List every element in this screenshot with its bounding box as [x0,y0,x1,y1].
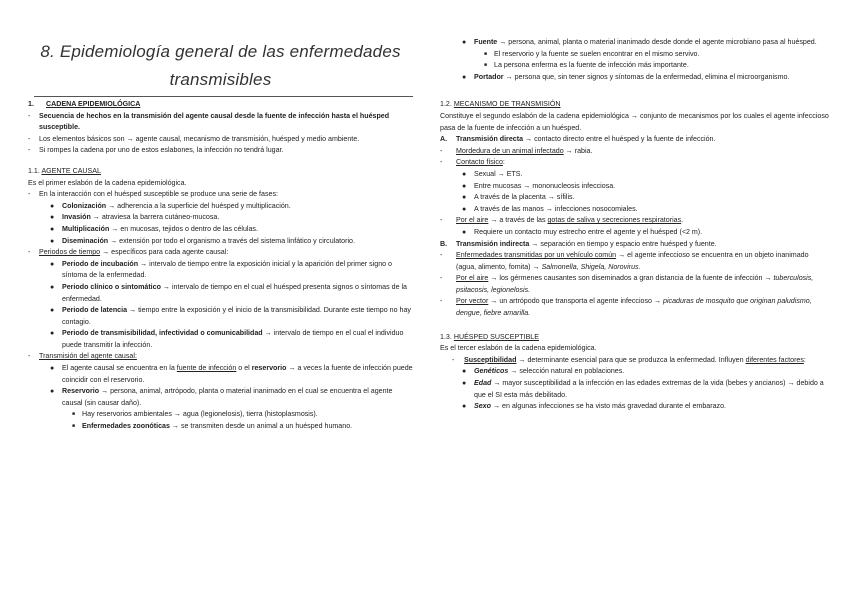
list-item: ● Periodo de incubación → intervalo de tiempo entre la exposición inicial y la aparición del primer signo o síntoma de la enfermedad. [50,259,393,280]
list-item: - Mordedura de un animal infectado → rabia. [440,146,593,155]
list-item: - Contacto físico: [440,158,505,167]
list-item: A. Transmisión directa → contacto directo entre el huésped y la fuente de infección. [440,135,716,144]
list-item: ● Sexo → en algunas infecciones se ha visto más gravedad durante el embarazo. [462,402,726,411]
list-item: - Por el aire → a través de las gotas de saliva y secreciones respiratorias. [440,216,684,225]
section-intro: Constituye el segundo eslabón de la cadena epidemiológica → conjunto de mecanismos por los cuales el agente infeccioso pasa de la fuente de infección a un huésped. [440,111,829,132]
title-divider [34,96,413,97]
list-item: ● Requiere un contacto muy estrecho entre el agente y el huésped (<2 m). [462,227,703,236]
list-item: ● Multiplicación → en mucosas, tejidos o dentro de las células. [50,224,258,233]
list-item: - En la interacción con el huésped susceptible se produce una serie de fases: [28,190,278,199]
list-item: ● A través de las manos → infecciones nosocomiales. [462,204,638,213]
list-item: ● Invasión → atraviesa la barrera cutáneo-mucosa. [50,213,220,222]
list-item: ● Entre mucosas → mononucleosis infecciosa. [462,181,616,190]
list-item: ■ Hay reservorios ambientales → agua (legionelosis), tierra (histoplasmosis). [72,410,318,419]
page-title [28,38,413,94]
list-item: ● Periodo clínico o sintomático → intervalo de tiempo en el cual el huésped presenta signos o síntomas de la enfermedad. [50,282,408,303]
list-item: ■ La persona enferma es la fuente de infección más importante. [484,61,689,70]
list-item: ● Edad → mayor susceptibilidad a la infección en las edades extremas de la vida (bebes y ancianos) → debido a que el SI esta más debilitado. [462,379,824,399]
section-1-3-heading: 1.3. HUÉSPED SUSCEPTIBLE [440,332,539,341]
list-item: - Secuencia de hechos en la transmisión del agente causal desde la fuente de infección hasta el huésped susceptible. [28,111,390,132]
left-column [28,0,413,433]
title-line-2: transmisibles [169,70,272,89]
list-item: - Enfermedades transmitidas por un vehículo común → el agente infeccioso se encuentra en un objeto inanimado (agua, alimento, fomita) → Salmonella, Shigela, Norovirus. [440,251,809,271]
section-intro: Es el primer eslabón de la cadena epidemiológica. [28,178,187,187]
list-item: ● Periodo de transmisibilidad, infectividad o comunicabilidad → intervalo de tiempo en el cual el individuo puede transmitir la infección. [50,329,404,349]
right-column [440,37,830,413]
title-line-1: 8. Epidemiología general de las enfermedades [40,42,401,61]
section-1-2-heading: 1.2. MECANISMO DE TRANSMISIÓN [440,100,561,109]
list-item: B. Transmisión indirecta → separación en tiempo y espacio entre huésped y fuente. [440,239,717,248]
list-item: - Por el aire → los gérmenes causantes son diseminados a gran distancia de la fuente de infección → tuberculosis, psitacosis, legionelosis. [440,274,814,294]
list-item: ● Sexual → ETS. [462,169,523,178]
list-item: - Susceptibilidad → determinante esencial para que se produzca la enfermedad. Influyen diferentes factores: [452,355,806,364]
list-item: ■ El reservorio y la fuente se suelen encontrar en el mismo servivo. [484,49,700,58]
list-item: ● Fuente → persona, animal, planta o material inanimado desde donde el agente microbiano pasa al huésped. [462,38,817,46]
section-1-heading: 1. CADENA EPIDEMIOLÓGICA [28,100,141,108]
list-item: - Por vector → un artrópodo que transporta el agente infeccioso → picaduras de mosquito que originan paludismo, dengue, fiebre amarilla. [440,297,812,318]
list-item: - Periodos de tiempo → específicos para cada agente causal: [28,248,229,257]
section-1-1-heading: 1.1. AGENTE CAUSAL [28,166,101,175]
list-item: - Transmisión del agente causal: [28,352,137,361]
list-item: ● Reservorio → persona, animal, artrópodo, planta o material inanimado en el cual se encuentra el agente causal (sin causar daño). [50,387,393,407]
list-item: ● Portador → persona que, sin tener signos y síntomas de la enfermedad, elimina el microorganismo. [462,72,790,81]
list-item: ● Colonización → adherencia a la superficie del huésped y multiplicación. [50,201,291,210]
list-item: ● Periodo de latencia → tiempo entre la exposición y el inicio de la transmisibilidad. Durante este tiempo no hay contagio. [50,306,411,326]
list-item: ■ Enfermedades zoonóticas → se transmiten desde un animal a un huésped humano. [72,422,353,431]
list-item: - Los elementos básicos son → agente causal, mecanismo de transmisión, huésped y medio ambiente. [28,134,360,143]
section-intro: Es el tercer eslabón de la cadena epidemiológica. [440,344,597,353]
list-item: ● El agente causal se encuentra en la fuente de infección o el reservorio → a veces la fuente de infección puede coincidir con el reservorio. [50,364,413,384]
list-item: - Si rompes la cadena por uno de estos eslabones, la infección no tendrá lugar. [28,146,284,155]
list-item: ● Genéticos → selección natural en poblaciones. [462,367,625,376]
list-item: ● Diseminación → extensión por todo el organismo a través del sistema linfático y circulatorio. [50,236,355,245]
list-item: ● A través de la placenta → sífilis. [462,193,575,202]
